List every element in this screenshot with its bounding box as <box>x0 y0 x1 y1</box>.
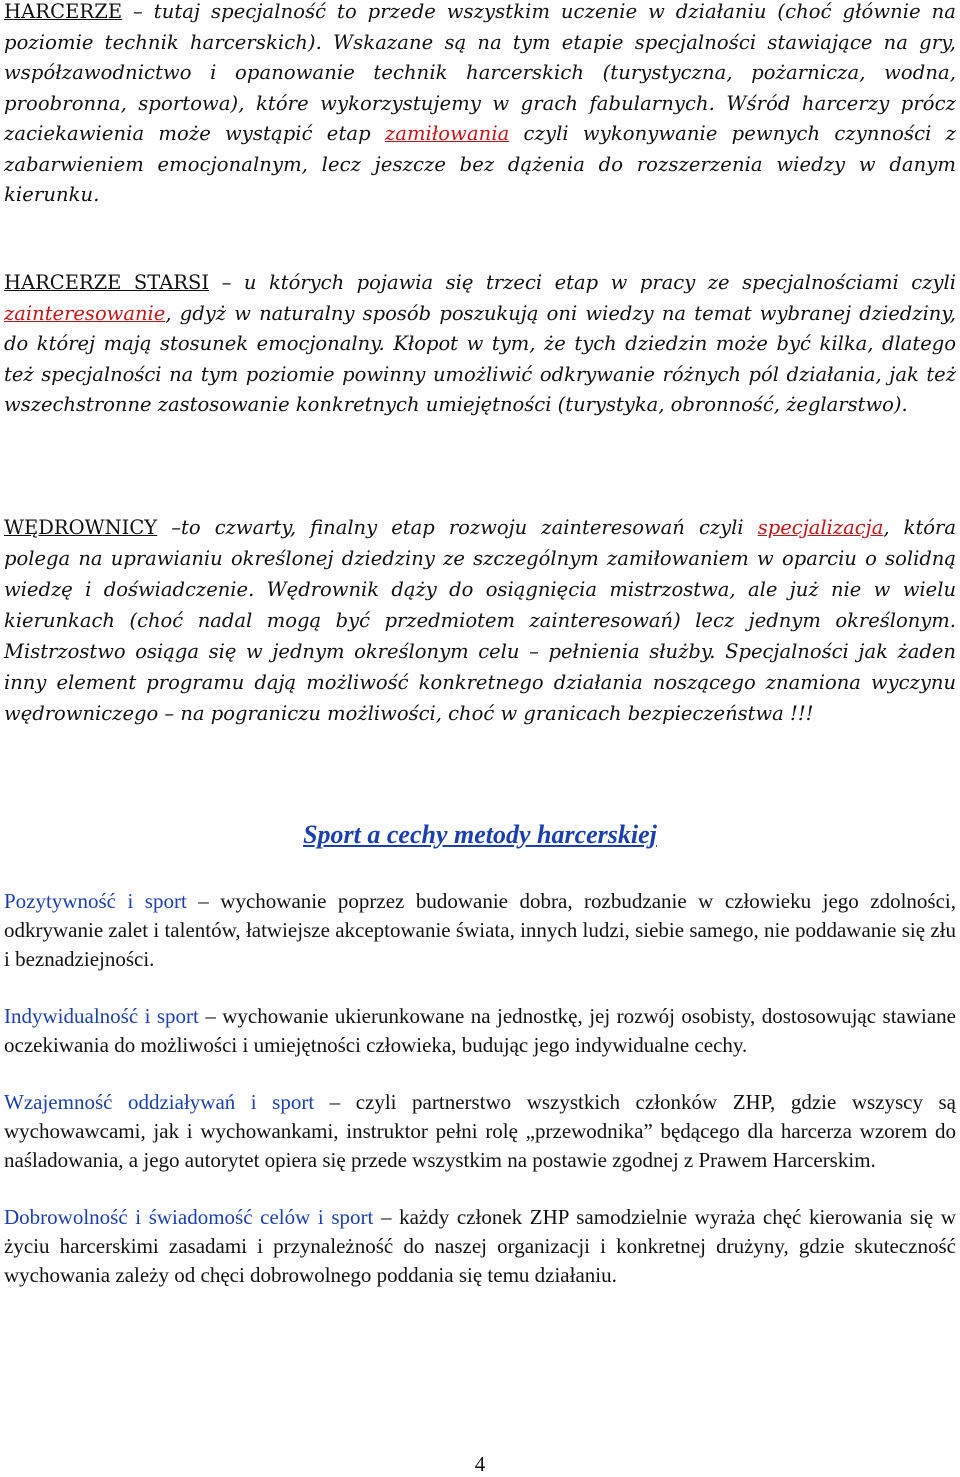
section-heading: Sport a cechy metody harcerskiej <box>303 820 657 849</box>
page-number: 4 <box>474 1452 486 1476</box>
paragraph-harcerze-starsi <box>4 268 956 421</box>
section-body: – czyli partnerstwo wszystkich członków ZHP, gdzie wszyscy są wychowawcami, jak i wychowankami, instruktor pełni rolę „przewodnika” będącego dla harcerza wzorem do naśladowania, a jego autorytet opiera się przede wszystkim na postawie zgodnej z Prawem Harcerskim. <box>4 1090 957 1172</box>
highlight-term: zainteresowanie <box>4 301 166 325</box>
section-item <box>4 1203 956 1290</box>
section-title: Dobrowolność i świadomość celów i sport <box>4 1205 374 1229</box>
paragraph-text: – u których pojawia się trzeci etap w pracy ze specjalnościami czyli <box>209 271 956 294</box>
section-item <box>4 1088 956 1175</box>
section-body: – wychowanie poprzez budowanie dobra, rozbudzanie w człowieku jego zdolności, odkrywanie zalet i talentów, łatwiejsze akceptowanie świata, innych ludzi, siebie samego, nie poddawanie się złu i beznadziejności. <box>4 889 956 971</box>
section-item <box>4 887 956 974</box>
section-title: Pozytywność i sport <box>4 889 187 913</box>
highlight-term: zamiłowania <box>384 122 510 145</box>
sport-sections <box>4 887 956 1290</box>
paragraph-harcerze <box>4 0 956 211</box>
section-title: Indywidualność i sport <box>4 1004 199 1028</box>
paragraph-text: –to czwarty, finalny etap rozwoju zainteresowań czyli <box>157 516 758 539</box>
paragraph-lead: HARCERZE <box>4 0 123 23</box>
paragraph-wedrownicy <box>4 512 956 729</box>
paragraph-text: , gdyż w naturalny sposób poszukują oni wiedzy na temat wybranej dziedziny, do której mają stosunek emocjonalny. Kłopot w tym, że tych dziedzin może być kilka, dlatego też specjalności na tym poziomie powinny umożliwić odkrywanie różnych pól działania, jak też wszechstronne zastosowanie konkretnych umiejętności (turystyka, obronność, żeglarstwo). <box>4 301 956 416</box>
section-item <box>4 1002 956 1060</box>
section-title: Wzajemność oddziaływań i sport <box>4 1090 315 1114</box>
paragraph-text: czyli wykonywanie pewnych czynności z zabarwieniem emocjonalnym, lecz jeszcze bez dążenia do rozszerzenia wiedzy w danym kierunku. <box>4 122 956 206</box>
highlight-term: specjalizacja <box>757 516 884 539</box>
paragraph-lead: HARCERZE STARSI <box>4 271 210 294</box>
paragraph-text: – tutaj specjalność to przede wszystkim uczenie w działaniu (choć głównie na poziomie technik harcerskich). Wskazane są na tym etapie specjalności stawiające na gry, współzawodnictwo i opanowanie technik harcerskich (turystyczna, pożarnicza, wodna, proobronna, sportowa), które wykorzystujemy w grach fabularnych. Wśród harcerzy prócz zaciekawienia może wystąpić etap <box>4 0 956 145</box>
paragraph-text: , która polega na uprawianiu określonej dziedziny ze szczególnym zamiłowaniem w oparciu o solidną wiedzę i doświadczenie. Wędrownik dąży do osiągnięcia mistrzostwa, ale już nie w wielu kierunkach (choć nadal mogą być przedmiotem zainteresowań) lecz jednym określonym. Mistrzostwo osiąga się w jednym określonym celu – pełnienia służby. Specjalności jak żaden inny element programu dają możliwość konkretnego działania noszącego znamiona wyczynu wędrowniczego – na pograniczu możliwości, choć w granicach bezpieczeństwa !!! <box>4 516 956 725</box>
paragraph-lead: WĘDROWNICY <box>4 516 158 539</box>
section-body: – każdy członek ZHP samodzielnie wyraża chęć kierowania się w życiu harcerskimi zasadami i przynależność do naszej organizacji i konkretnej drużyny, gdzie skuteczność wychowania zależy od chęci dobrowolnego poddania się temu działaniu. <box>4 1205 956 1287</box>
section-body: – wychowanie ukierunkowane na jednostkę, jej rozwój osobisty, dostosowując stawiane oczekiwania do możliwości i umiejętności człowieka, budując jego indywidualne cechy. <box>4 1004 956 1057</box>
